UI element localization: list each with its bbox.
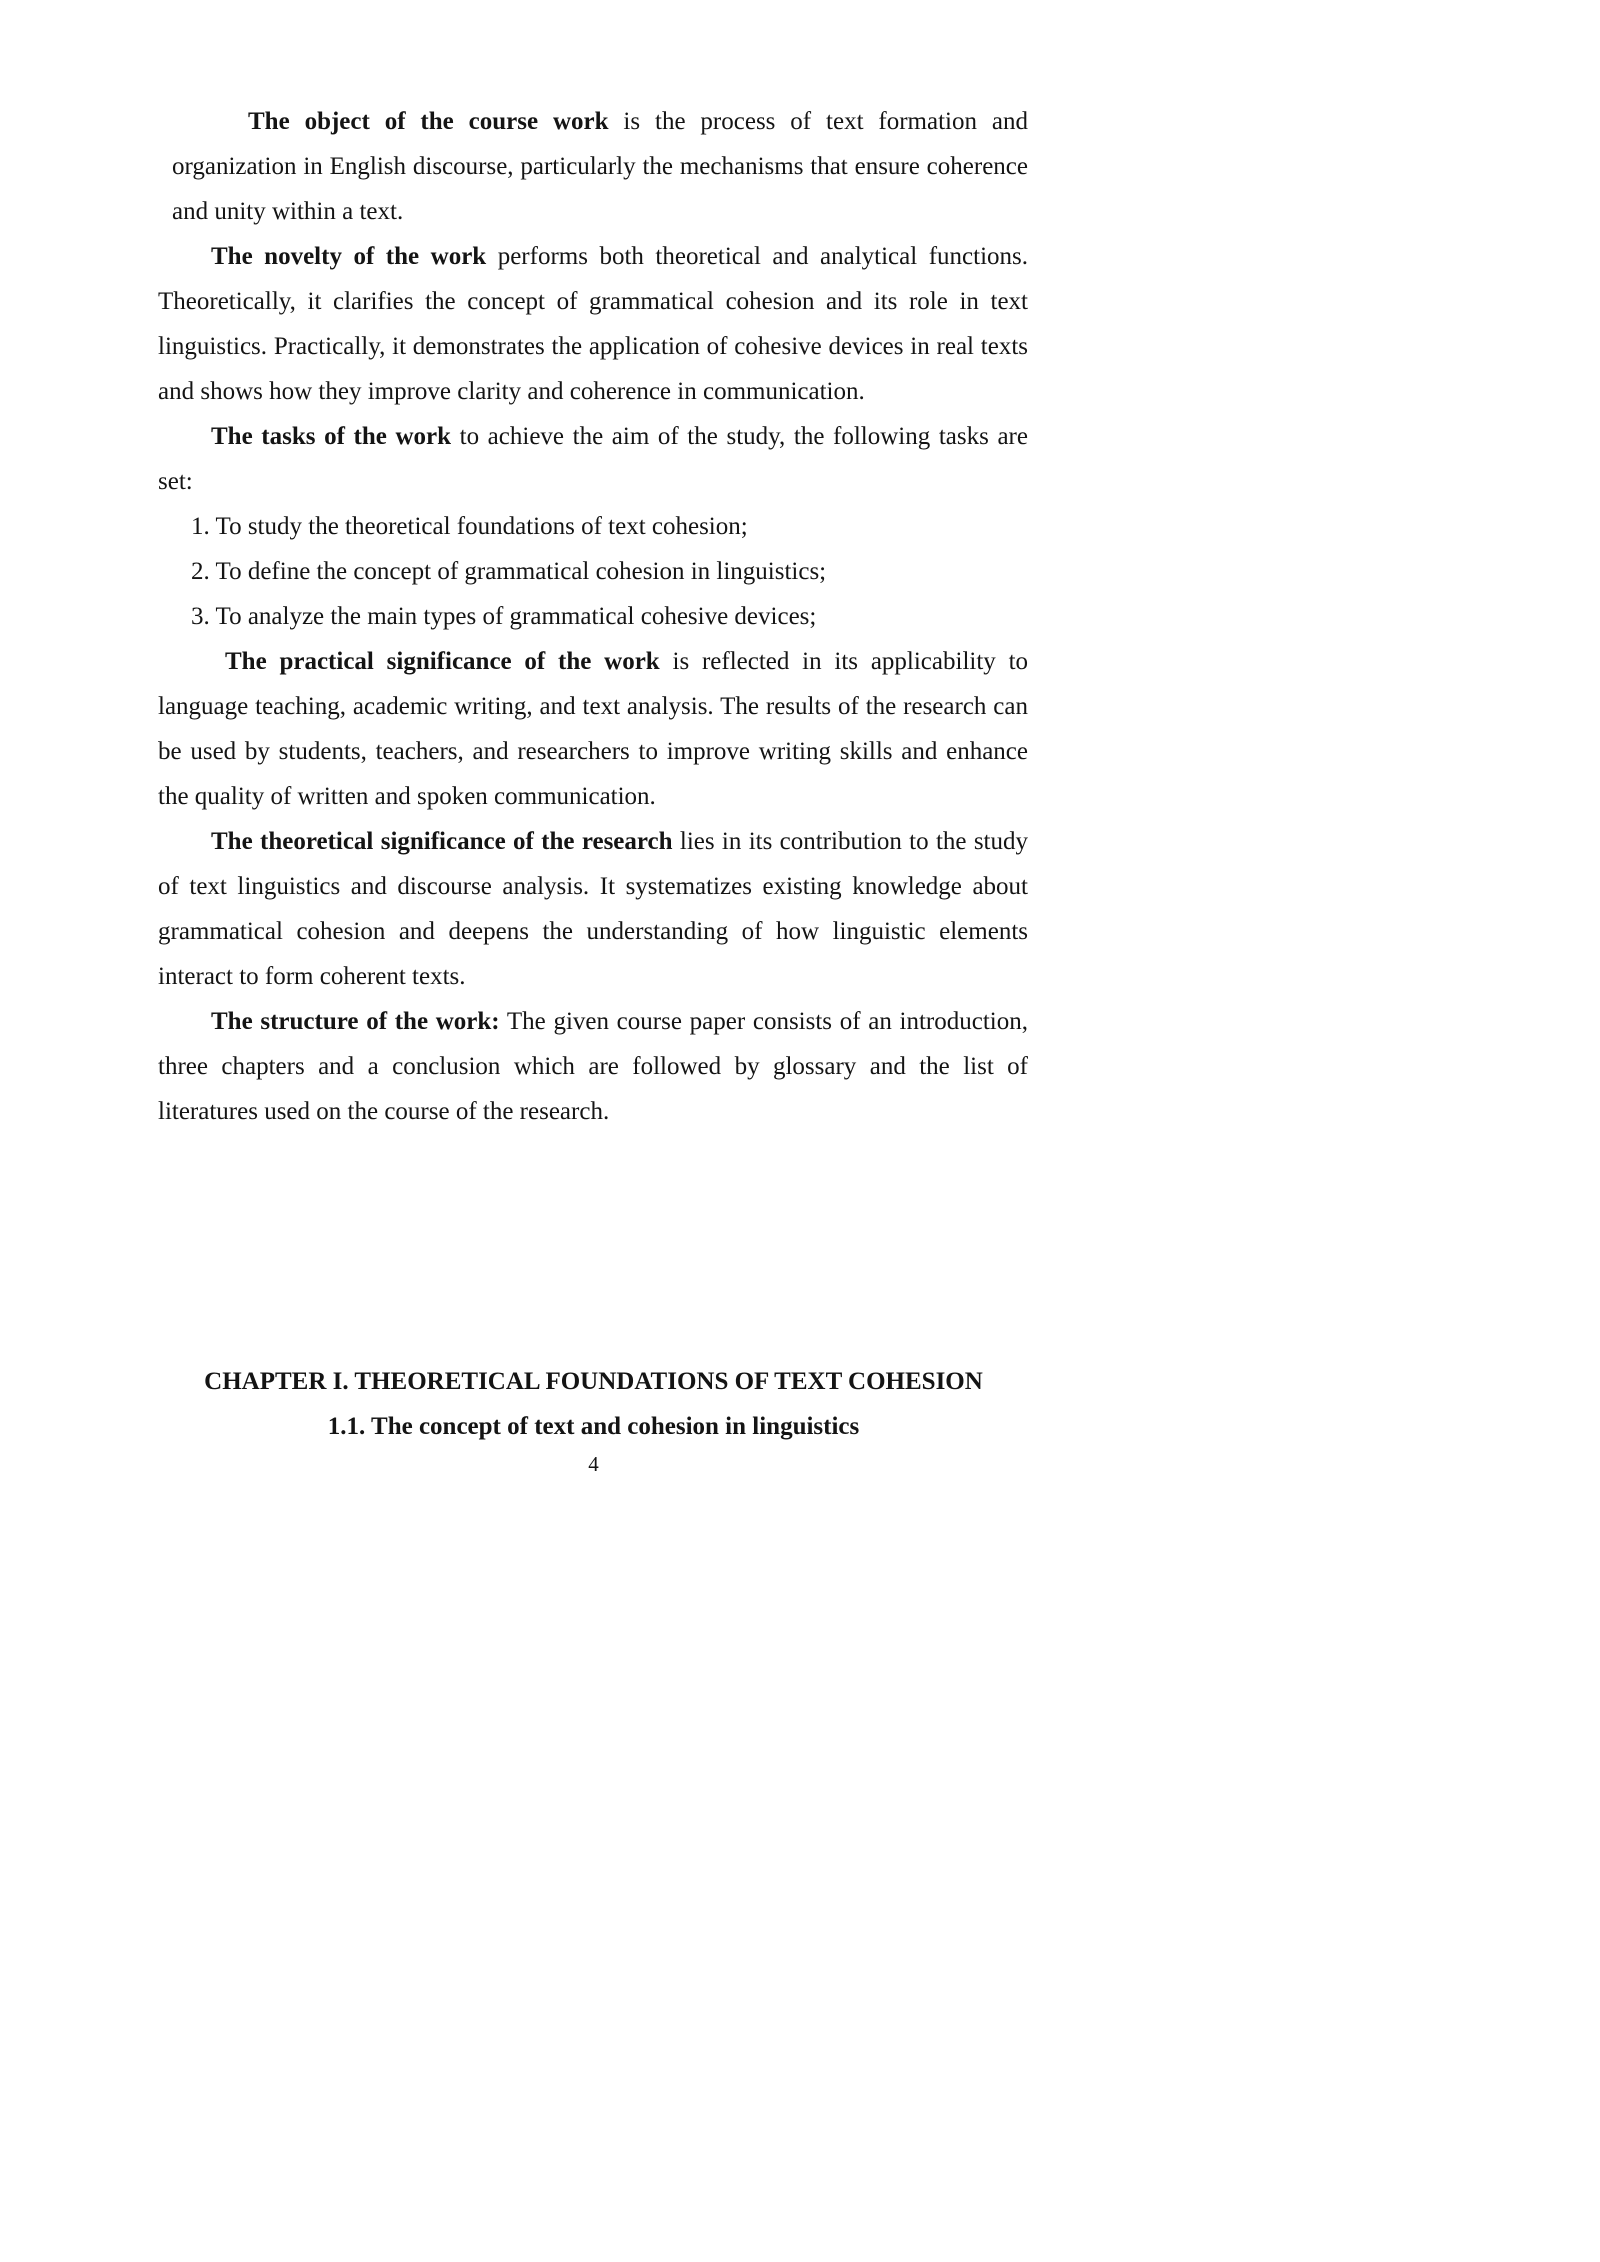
task-item: 2. To define the concept of grammatical cohesion in linguistics; (191, 558, 827, 585)
paragraph-novelty (158, 234, 1028, 414)
paragraph-tasks-lead: The tasks of the work (211, 423, 452, 450)
task-list (158, 504, 1028, 639)
paragraph-tasks-text: to achieve the aim of the study, the following tasks are set: (158, 423, 1028, 495)
paragraph-theoretical-significance (158, 819, 1028, 999)
paragraph-novelty-lead: The novelty of the work (211, 243, 487, 270)
paragraph-object-lead: The object of the course work (248, 108, 609, 135)
paragraph-theoretical-lead: The theoretical significance of the research (211, 828, 673, 855)
chapter-title: CHAPTER I. THEORETICAL FOUNDATIONS OF TEXT COHESION (204, 1368, 983, 1395)
task-item: 3. To analyze the main types of grammatical cohesive devices; (191, 603, 817, 630)
paragraph-structure-text: The given course paper consists of an introduction, three chapters and a conclusion which are followed by glossary and the list of literatures used on the course of the research. (158, 1008, 1028, 1125)
paragraph-object-text: is the process of text formation and organization in English discourse, particularly the mechanisms that ensure coherence and unity within a text. (172, 108, 1028, 225)
paragraph-practical-text: is reflected in its applicability to language teaching, academic writing, and text analysis. The results of the research can be used by students, teachers, and researchers to improve writing skills and enhance the quality of written and spoken communication. (158, 648, 1029, 810)
paragraph-theoretical-text: lies in its contribution to the study of text linguistics and discourse analysis. It systematizes existing knowledge about grammatical cohesion and deepens the understanding of how linguistic elements interact to form coherent texts. (158, 828, 1028, 990)
task-item: 1. To study the theoretical foundations of text cohesion; (191, 513, 748, 540)
paragraph-structure-lead: The structure of the work: (211, 1008, 500, 1035)
paragraph-practical-lead: The practical significance of the work (225, 648, 660, 675)
paragraph-structure (158, 999, 1028, 1134)
paragraph-practical-significance (158, 639, 1028, 819)
section-title: 1.1. The concept of text and cohesion in linguistics (327, 1413, 860, 1440)
paragraph-object (172, 99, 1028, 234)
page-number: 4 (588, 1452, 599, 1476)
paragraph-novelty-text: performs both theoretical and analytical functions. Theoretically, it clarifies the concept of grammatical cohesion and its role in text linguistics. Practically, it demonstrates the application of cohesive devices in real texts and shows how they improve clarity and coherence in communication. (158, 243, 1029, 405)
body-text (158, 99, 1028, 1134)
document-page (0, 0, 1100, 1555)
paragraph-tasks (158, 414, 1028, 504)
